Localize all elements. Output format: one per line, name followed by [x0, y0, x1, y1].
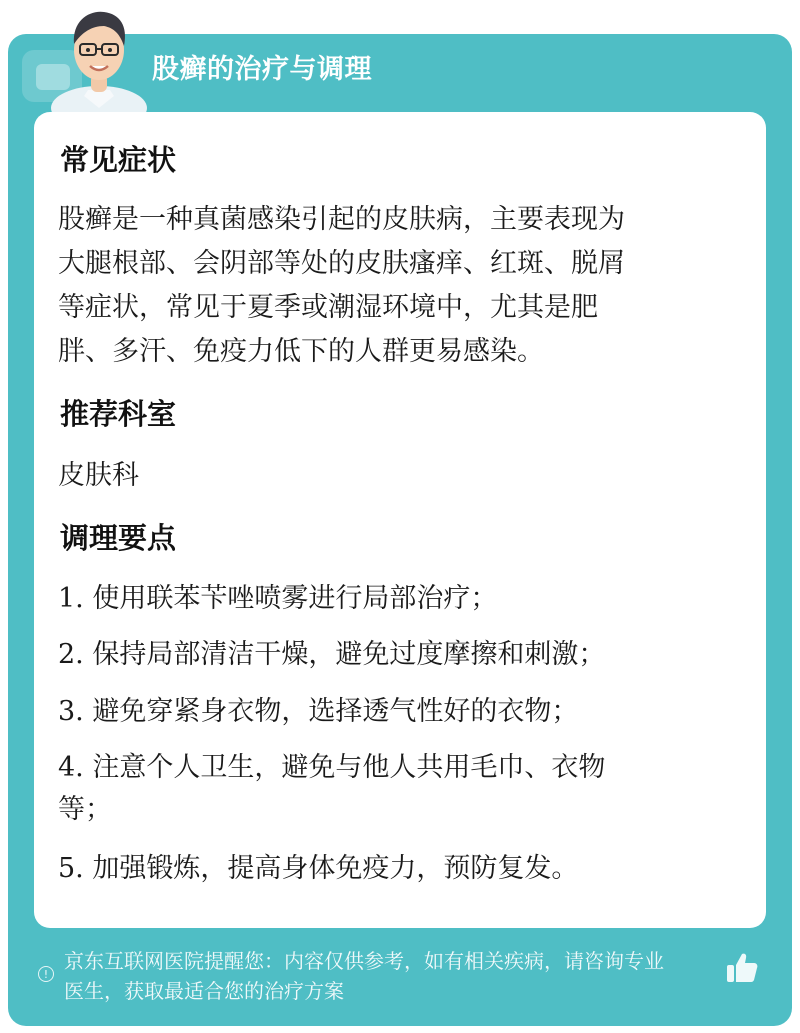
doctor-avatar [44, 4, 154, 112]
care-item-number: 4. [58, 752, 84, 783]
section-title-symptoms: 常见症状 [60, 143, 177, 177]
care-item-text: 加强锻炼，提高身体免疫力，预防复发。 [92, 853, 579, 884]
content-panel [34, 112, 766, 928]
page-title: 股癣的治疗与调理 [152, 54, 372, 85]
care-item [58, 691, 738, 733]
department-value: 皮肤科 [58, 460, 139, 491]
symptoms-line: 等症状，常见于夏季或潮湿环境中，尤其是肥 [58, 292, 598, 323]
symptoms-text [58, 198, 738, 374]
care-item-number: 2. [58, 639, 84, 670]
care-item-number: 5. [58, 853, 84, 884]
section-title-department: 推荐科室 [60, 397, 177, 431]
symptoms-line: 胖、多汗、免疫力低下的人群更易感染。 [58, 336, 544, 367]
care-item-continuation: 等； [58, 794, 112, 825]
care-item-text: 保持局部清洁干燥，避免过度摩擦和刺激； [92, 639, 606, 670]
section-title-care: 调理要点 [60, 521, 177, 555]
care-item [58, 848, 738, 890]
footer-notice-line: 医生，获取最适合您的治疗方案 [64, 979, 344, 1003]
care-item [58, 578, 738, 620]
care-item-text: 注意个人卫生，避免与他人共用毛巾、衣物 [92, 752, 606, 783]
thumbs-up-icon[interactable] [724, 950, 760, 986]
info-icon: ! [38, 966, 54, 982]
care-item [58, 747, 738, 831]
care-item [58, 634, 738, 676]
footer-notice [64, 946, 728, 1006]
symptoms-line: 大腿根部、会阴部等处的皮肤瘙痒、红斑、脱屑 [58, 248, 625, 279]
symptoms-line: 股癣是一种真菌感染引起的皮肤病，主要表现为 [58, 204, 625, 235]
care-item-number: 3. [58, 696, 84, 727]
footer-notice-line: 京东互联网医院提醒您：内容仅供参考，如有相关疾病，请咨询专业 [64, 949, 664, 973]
care-item-text: 使用联苯苄唑喷雾进行局部治疗； [92, 583, 498, 614]
care-item-text: 避免穿紧身衣物，选择透气性好的衣物； [92, 696, 579, 727]
care-item-number: 1. [58, 583, 84, 614]
